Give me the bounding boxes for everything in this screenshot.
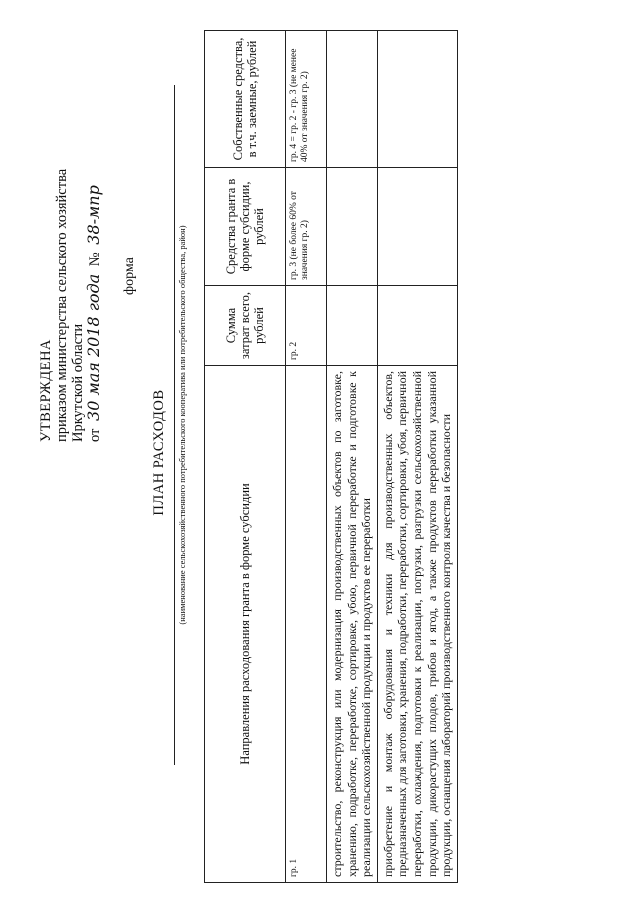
number-prefix: № — [87, 252, 103, 267]
expense-plan-table — [204, 30, 458, 883]
table-row — [377, 31, 457, 883]
approval-block — [38, 22, 103, 442]
header-row — [205, 31, 286, 883]
gr-3: гр. 3 (не более 60% от значения гр. 2) — [286, 168, 327, 286]
org-name-underline — [174, 85, 175, 765]
direction-cell: приобретение и монтаж оборудования и техники для производственных объектов, предназначенных для заготовки, хранения, подработки, переработки, сортировки, убоя, первичной переработки, охлаждения, подготовки к реализации, погрузки, разгрузки сельскохозяйственной продукции, дикорастущих плодов, грибов и ягод, а также продуктов переработки указанной продукции, оснащения лабораторий производственного контроля качества и безопасности — [377, 366, 457, 883]
handwritten-date: 30 мая 2018 года — [84, 273, 103, 421]
header-own-funds: Собственные средства, в т.ч. заемные, рублей — [205, 31, 286, 168]
grant-funds-cell[interactable] — [377, 168, 457, 286]
approval-title: УТВЕРЖДЕНА — [38, 339, 54, 442]
approval-line-1: приказом министерства сельского хозяйства — [54, 168, 70, 442]
header-directions: Направления расходования гранта в форме субсидии — [205, 366, 286, 883]
page-title: ПЛАН РАСХОДОВ — [151, 389, 167, 516]
gr-4: гр. 4 = гр. 2 - гр. 3 (не менее 40% от значения гр. 2) — [286, 31, 327, 168]
total-cost-cell[interactable] — [327, 286, 378, 366]
direction-cell: строительство, реконструкция или модернизация производственных объектов по заготовке, хранению, подработке, переработке, сортировке, убою, первичной переработке и подготовке к реализации сельскохозяйственной продукции и продуктов ее переработки — [327, 366, 378, 883]
header-total-cost: Сумма затрат всего, рублей — [205, 286, 286, 366]
gr-2: гр. 2 — [286, 286, 327, 366]
own-funds-cell[interactable] — [327, 31, 378, 168]
grant-funds-cell[interactable] — [327, 168, 378, 286]
form-label: форма — [122, 257, 137, 295]
org-caption: (наименование сельскохозяйственного потребительского кооператива или потребительского общества, район) — [177, 225, 187, 625]
date-prefix: от — [87, 428, 103, 442]
column-number-row — [286, 31, 327, 883]
handwritten-number: 38-мпр — [84, 185, 103, 245]
total-cost-cell[interactable] — [377, 286, 457, 366]
gr-1: гр. 1 — [286, 366, 327, 883]
approval-line-2: Иркутской области — [70, 323, 86, 442]
table-row — [327, 31, 378, 883]
approval-date-line — [86, 22, 103, 442]
header-grant-funds: Средства гранта в форме субсидии, рублей — [205, 168, 286, 286]
own-funds-cell[interactable] — [377, 31, 457, 168]
